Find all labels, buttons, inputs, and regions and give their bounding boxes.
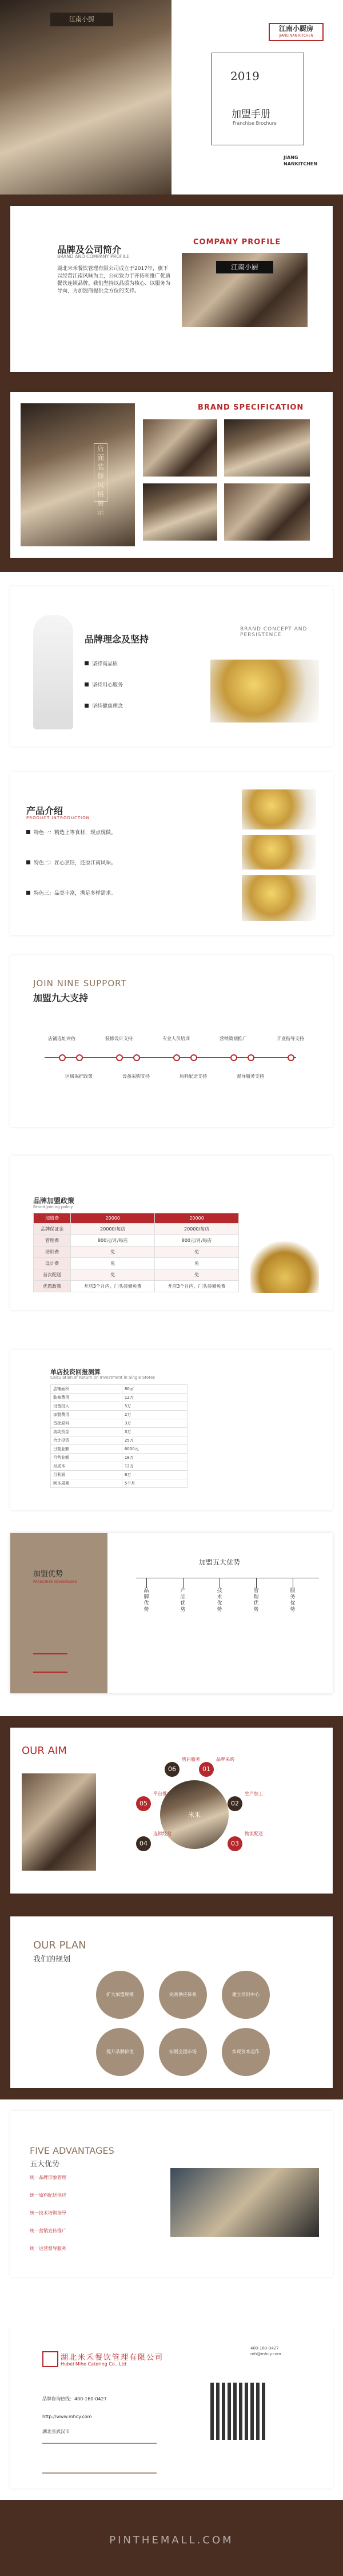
aim-number: 03: [228, 1836, 242, 1851]
concept-title: 品牌理念及坚持: [85, 634, 149, 645]
aim-label: 连锁经营: [153, 1831, 172, 1836]
flow-col-label: 管理优势: [252, 1588, 261, 1613]
spec-photo-4: [224, 483, 310, 541]
spec-photo-3: [143, 483, 217, 541]
invest-row: [51, 1428, 188, 1436]
policy-header-cell: 20000: [155, 1213, 239, 1224]
invest-cell: 80㎡: [122, 1385, 187, 1394]
contact-pattern: [42, 2443, 157, 2474]
cover-title: 加盟手册: [232, 109, 270, 120]
concept-food-photo: [210, 660, 319, 723]
plan-card: [10, 1916, 333, 2088]
concept-item: [85, 661, 123, 668]
policy-cell: 开店3个月内，门头装修免费: [71, 1281, 155, 1292]
invest-row: [51, 1479, 188, 1488]
invest-cell: 流动资金: [51, 1428, 122, 1436]
aim-number: 05: [136, 1796, 151, 1811]
concept-section: [0, 572, 343, 761]
policy-cell: 免: [71, 1269, 155, 1281]
aim-center-label: 米禾: [188, 1811, 201, 1819]
qr-code: [210, 2383, 268, 2440]
footer-band: [0, 2500, 343, 2576]
support-card: [10, 955, 333, 1127]
policy-cell: 首次配送: [34, 1269, 71, 1281]
flow-title2: 加盟五大优势: [199, 1558, 241, 1566]
invest-cell: 3万: [122, 1428, 187, 1436]
plan-circle: 扩大加盟规模: [96, 1971, 144, 2019]
policy-header-cell: 20000: [71, 1213, 155, 1224]
policy-cell: 管理费: [34, 1235, 71, 1247]
cover-section: [0, 0, 343, 195]
policy-card: [10, 1156, 333, 1310]
policy-row: [34, 1281, 239, 1292]
contact-right: [250, 2345, 281, 2357]
support-title-en: JOIN NINE SUPPORT: [33, 978, 127, 989]
gold-coins-image: [250, 1241, 319, 1293]
five-section: [0, 2099, 343, 2328]
support-section: [0, 950, 343, 1138]
invest-row: [51, 1394, 188, 1402]
invest-cell: 2万: [122, 1411, 187, 1419]
concept-list: [85, 661, 123, 711]
policy-header-row: [34, 1213, 239, 1224]
flow-side-panel: [10, 1533, 107, 1693]
flow-subtitle: FRANCHISE ADVANTAGES: [33, 1580, 77, 1584]
five-item: 统一技术培训指导: [30, 2210, 66, 2216]
flow-columns: [142, 1578, 325, 1669]
website-link[interactable]: http://www.mhcy.com: [42, 2414, 92, 2419]
aim-photo: [22, 1773, 96, 1871]
support-node: [76, 1054, 83, 1061]
support-node: [190, 1054, 197, 1061]
policy-cell: 20000/每店: [155, 1224, 239, 1235]
wave-pattern: [33, 1653, 67, 1673]
invest-cell: 日营业额: [51, 1445, 122, 1454]
invest-cell: 3万: [122, 1419, 187, 1428]
address: 湖北省武汉市: [42, 2429, 70, 2434]
concept-item-text: 坚持用心服务: [92, 682, 123, 688]
plan-circle: 拓展全国市场: [159, 2028, 207, 2076]
support-bottom-label: 原料配送支持: [180, 1074, 207, 1079]
invest-cell: 加盟费用: [51, 1411, 122, 1419]
support-node: [133, 1054, 140, 1061]
contact-email: mh@mhcy.com: [250, 2352, 281, 2356]
invest-cell: 5个月: [122, 1479, 187, 1488]
invest-row: [51, 1445, 188, 1454]
plan-title-en: OUR PLAN: [33, 1939, 86, 1951]
plan-circle: 实现资本运作: [222, 2028, 270, 2076]
support-node: [248, 1054, 254, 1061]
policy-cell: 20000/每店: [71, 1224, 155, 1235]
aim-label: 平台推广: [153, 1791, 172, 1796]
cover-logo-text: 江南小厨房: [278, 25, 313, 33]
company-logo-icon: [42, 2351, 58, 2367]
cover-year: 2019: [230, 69, 260, 83]
aim-label: 生产加工: [245, 1791, 263, 1796]
invest-cell: 设备投入: [51, 1402, 122, 1411]
profile-badge: COMPANY PROFILE: [193, 238, 281, 247]
profile-section: [0, 195, 343, 383]
flow-card: [10, 1533, 333, 1693]
concept-card: [10, 586, 333, 747]
invest-cell: 5万: [122, 1402, 187, 1411]
profile-title: 品牌及公司简介: [57, 244, 122, 255]
concept-title-en: BRAND CONCEPT AND PERSISTENCE: [240, 626, 308, 638]
concept-item: [85, 682, 123, 689]
policy-cell: 设计费: [34, 1258, 71, 1269]
cover-frame: [212, 53, 304, 145]
aim-card: [10, 1728, 333, 1894]
policy-row: [34, 1269, 239, 1281]
aim-number: 06: [165, 1762, 180, 1777]
aim-number: 04: [136, 1836, 151, 1851]
invest-row: [51, 1436, 188, 1445]
support-bottom-label: 区域保护政策: [65, 1074, 93, 1079]
support-top-label: 营销策划推广: [220, 1036, 247, 1041]
concept-item-text: 坚持高品质: [92, 661, 118, 667]
profile-card: [10, 206, 333, 372]
spec-photo-1: [143, 419, 217, 477]
hotline: [42, 2396, 107, 2402]
concept-item-text: 坚持健康理念: [92, 704, 123, 709]
policy-title-en: Brand joining policy: [33, 1205, 73, 1209]
contact-phone: 400-160-0427: [250, 2346, 279, 2351]
spec-photo-2: [224, 419, 310, 477]
support-title: 加盟九大支持: [33, 993, 89, 1003]
invest-row: [51, 1471, 188, 1479]
invest-row: [51, 1454, 188, 1462]
invest-row: [51, 1402, 188, 1411]
invest-cell: 6000元: [122, 1445, 187, 1454]
invest-cell: 18万: [122, 1454, 187, 1462]
support-top-label: 专业人员培训: [162, 1036, 190, 1041]
invest-cell: 回本周期: [51, 1479, 122, 1488]
product-photo-2: [242, 835, 316, 870]
invest-cell: 首批原料: [51, 1419, 122, 1428]
policy-section: [0, 1138, 343, 1327]
product-item: [26, 890, 232, 898]
policy-title: 品牌加盟政策: [33, 1197, 75, 1205]
invest-row: [51, 1411, 188, 1419]
invest-cell: 12万: [122, 1394, 187, 1402]
flow-title: 加盟优势: [33, 1570, 63, 1578]
product-item-text: 特色三：品类丰富，满足多样需求。: [34, 891, 117, 896]
policy-cell: 培训费: [34, 1247, 71, 1258]
product-item-text: 特色一：精选上等食材，现点现做。: [34, 830, 117, 836]
invest-card: [10, 1350, 333, 1510]
support-bottom-label: 督导服务支持: [237, 1074, 264, 1079]
policy-cell: 免: [71, 1258, 155, 1269]
policy-row: [34, 1235, 239, 1247]
plan-circle: 完善供应体系: [159, 1971, 207, 2019]
company-name-en: Hubei Mihe Catering Co., Ltd: [61, 2361, 126, 2367]
five-title: 五大优势: [30, 2160, 60, 2169]
plan-title: 我们的规划: [33, 1955, 71, 1964]
support-top-label: 装修设计支持: [105, 1036, 133, 1041]
handshake-photo: [170, 2168, 319, 2237]
watermark: PINTHEMALL.COM: [109, 2534, 234, 2546]
hotline-value: 400-160-0427: [74, 2396, 107, 2402]
support-top-label: 开业指导支持: [277, 1036, 304, 1041]
plan-circle: 提升品牌价值: [96, 2028, 144, 2076]
flow-col-label: 品牌优势: [142, 1588, 151, 1613]
invest-cell: 月成本: [51, 1462, 122, 1471]
product-card: [10, 772, 333, 935]
support-bottom-row: [56, 1057, 296, 1091]
cover-store-photo: [0, 0, 172, 195]
five-item: 统一营销宣传推广: [30, 2228, 66, 2233]
policy-cell: 开店3个月内，门头装修免费: [155, 1281, 239, 1292]
profile-title-en: BRAND AND COMPANY PROFILE: [57, 254, 130, 259]
invest-table: [50, 1384, 188, 1488]
chef-figure: [33, 615, 73, 729]
invest-cell: 6万: [122, 1471, 187, 1479]
product-item-text: 特色二：匠心烹饪，还原江南风味。: [34, 860, 117, 866]
product-title: 产品介绍: [26, 805, 63, 816]
policy-cell: 800元/月/每店: [155, 1235, 239, 1247]
cover-logo-sub: JIANG NAN KITCHEN: [279, 34, 313, 38]
cover-brand-en: JIANG NANKITCHEN: [284, 155, 317, 166]
aim-label: 品牌采购: [216, 1757, 234, 1762]
policy-row: [34, 1247, 239, 1258]
product-list: [26, 829, 232, 898]
support-top-label: 店铺选址评估: [48, 1036, 75, 1041]
spec-badge: BRAND SPECIFICATION: [198, 403, 304, 412]
five-list: [30, 2174, 155, 2263]
invest-section: [0, 1327, 343, 1522]
aim-title-en: OUR AIM: [22, 1745, 67, 1757]
five-item: 统一品牌形象管理: [30, 2175, 66, 2180]
plan-circles: [96, 1971, 290, 2085]
policy-cell: 免: [71, 1247, 155, 1258]
aim-label: 售后服务: [182, 1757, 200, 1762]
contact-section: [0, 2328, 343, 2576]
product-item: [26, 829, 232, 837]
aim-number: 02: [228, 1796, 242, 1811]
invest-cell: 店铺面积: [51, 1385, 122, 1394]
contact-card: [10, 2328, 333, 2488]
product-title-en: PRODUCT INTRODUCTION: [26, 816, 90, 820]
spec-section: [0, 383, 343, 572]
concept-item: [85, 703, 123, 711]
invest-cell: 月利润: [51, 1471, 122, 1479]
policy-row: [34, 1258, 239, 1269]
spec-card: [10, 392, 333, 558]
invest-cell: 12万: [122, 1462, 187, 1471]
policy-header-cell: 加盟费: [34, 1213, 71, 1224]
policy-row: [34, 1224, 239, 1235]
plan-section: [0, 1905, 343, 2099]
flow-col-label: 技术优势: [215, 1588, 224, 1613]
flow-col-label: 产品优势: [178, 1588, 188, 1613]
invest-title-en: Calculation of Return on Investment in Single Stores: [50, 1375, 155, 1380]
policy-table: [33, 1213, 239, 1292]
spec-vertical-title: 店面装修风格展示: [94, 443, 107, 502]
invest-row: [51, 1419, 188, 1428]
profile-body: 湖北米禾餐饮管理有限公司成立于2017年，旗下以经营江南风味为主，公司致力于开拓和推广优质餐饮连锁品牌。我们坚持以品质为核心、以服务为导向，为加盟商提供全方位的支持。: [57, 266, 171, 294]
policy-cell: 免: [155, 1247, 239, 1258]
policy-cell: 品牌保证金: [34, 1224, 71, 1235]
aim-number: 01: [199, 1762, 214, 1777]
product-section: [0, 761, 343, 950]
aim-section: [0, 1716, 343, 1905]
policy-cell: 优惠政策: [34, 1281, 71, 1292]
invest-title: 单店投资回报测算: [50, 1368, 101, 1376]
aim-label: 物流配送: [245, 1831, 263, 1836]
hotline-label: 品牌咨询热线：: [42, 2396, 74, 2402]
product-photo-1: [242, 789, 316, 829]
five-title-en: FIVE ADVANTAGES: [30, 2145, 114, 2156]
five-item: 统一运营督导服务: [30, 2246, 66, 2251]
five-item: 统一原料配送供应: [30, 2193, 66, 2198]
support-bottom-label: 设备采购支持: [122, 1074, 150, 1079]
profile-shop-sign: 江南小厨: [216, 261, 273, 273]
profile-storefront-photo: [182, 253, 308, 327]
policy-cell: 免: [155, 1258, 239, 1269]
invest-row: [51, 1462, 188, 1471]
spec-main-photo: [21, 403, 135, 546]
product-photo-3: [242, 875, 316, 921]
invest-cell: 月营业额: [51, 1454, 122, 1462]
plan-circle: 建立培训中心: [222, 1971, 270, 2019]
invest-cell: 装修费用: [51, 1394, 122, 1402]
policy-cell: 免: [155, 1269, 239, 1281]
invest-cell: 合计投资: [51, 1436, 122, 1445]
invest-cell: 25万: [122, 1436, 187, 1445]
cover-shop-sign: 江南小厨: [50, 13, 113, 26]
aim-items: [113, 1739, 285, 1894]
cover-subtitle: Franchise Brochure: [233, 121, 277, 126]
product-item: [26, 860, 232, 867]
cover-logo: [269, 23, 324, 41]
policy-cell: 800元/月/每店: [71, 1235, 155, 1247]
invest-row: [51, 1385, 188, 1394]
five-card: [10, 2111, 333, 2277]
company-name-cn: 湖北米禾餐饮管理有限公司: [61, 2353, 164, 2362]
support-top-row: [39, 1024, 302, 1058]
flow-section: [0, 1522, 343, 1716]
flow-col-label: 服务优势: [288, 1588, 297, 1613]
